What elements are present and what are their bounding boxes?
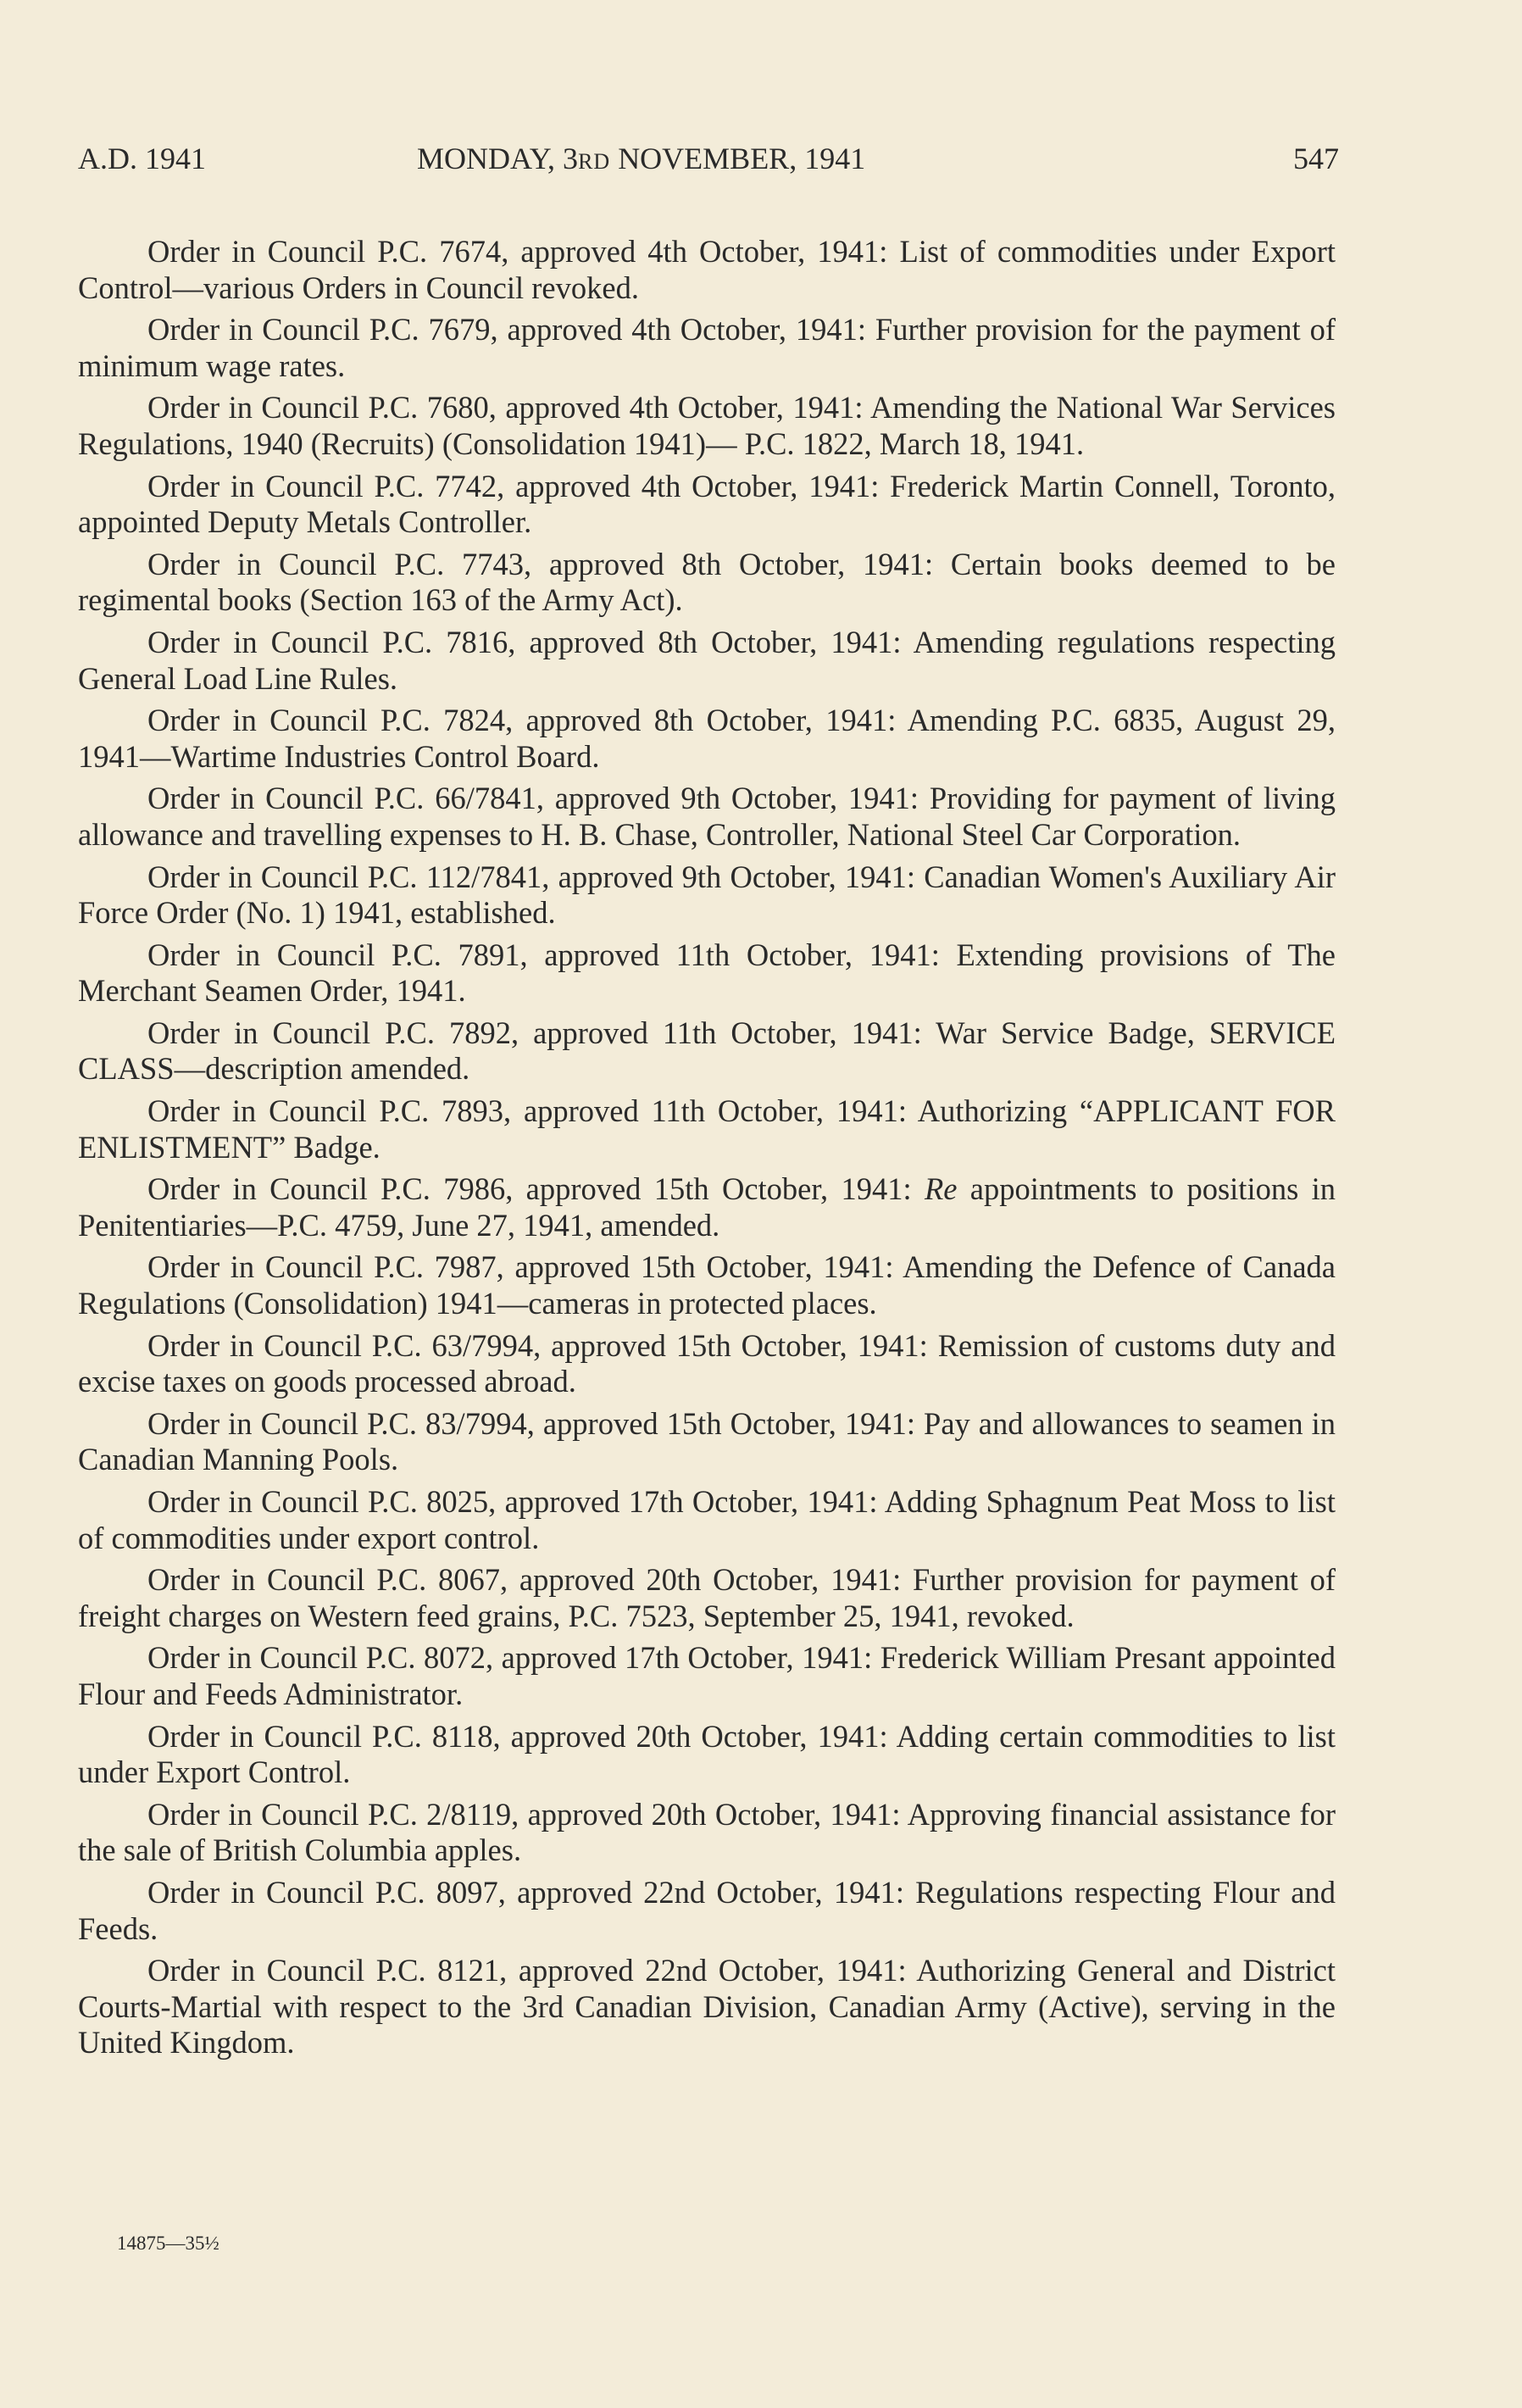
order-entry-7891: Order in Council P.C. 7891, approved 11th October, 1941: Extending provisions of The Merchant Seamen Order, 1941. [78, 937, 1336, 1009]
running-head [78, 136, 1339, 181]
order-entry-7824: Order in Council P.C. 7824, approved 8th October, 1941: Amending P.C. 6835, August 29, 1941—Wartime Industries Control Board. [78, 703, 1336, 774]
page-number: 547 [1293, 142, 1339, 175]
printer-signature: 14875—35½ [117, 2233, 219, 2254]
date-heading [417, 136, 865, 185]
date-heading-ordinal: RD [578, 149, 611, 174]
order-entry-8097: Order in Council P.C. 8097, approved 22nd October, 1941: Regulations respecting Flour and Feeds. [78, 1874, 1336, 1946]
order-entry-8118: Order in Council P.C. 8118, approved 20th October, 1941: Adding certain commodities to list under Export Control. [78, 1718, 1336, 1790]
order-entry-7892: Order in Council P.C. 7892, approved 11th October, 1941: War Service Badge, SERVICE CLASS—description amended. [78, 1015, 1336, 1087]
order-entry-7679: Order in Council P.C. 7679, approved 4th October, 1941: Further provision for the payment of minimum wage rates. [78, 312, 1336, 383]
order-entry-2-8119: Order in Council P.C. 2/8119, approved 20th October, 1941: Approving financial assistance for the sale of British Columbia apples. [78, 1796, 1336, 1868]
order-entry-7674: Order in Council P.C. 7674, approved 4th October, 1941: List of commodities under Export Control—various Orders in Council revoked. [78, 234, 1336, 305]
order-entry-7743: Order in Council P.C. 7743, approved 8th October, 1941: Certain books deemed to be regimental books (Section 163 of the Army Act). [78, 546, 1336, 618]
order-entry-8025: Order in Council P.C. 8025, approved 17th October, 1941: Adding Sphagnum Peat Moss to list of commodities under export control. [78, 1484, 1336, 1555]
orders-list [78, 234, 1336, 2067]
year-heading: A.D. 1941 [78, 142, 206, 175]
order-entry-7893: Order in Council P.C. 7893, approved 11th October, 1941: Authorizing “APPLICANT FOR ENLISTMENT” Badge. [78, 1093, 1336, 1165]
date-heading-prefix: MONDAY, 3 [417, 142, 579, 175]
order-entry-7986 [78, 1171, 1336, 1243]
order-entry-8067: Order in Council P.C. 8067, approved 20th October, 1941: Further provision for payment of freight charges on Western feed grains, P.C. 7523, September 25, 1941, revoked. [78, 1562, 1336, 1633]
order-entry-7986-end: appointments to positions in Penitentiaries—P.C. 4759, June 27, 1941, amended. [78, 1171, 1336, 1243]
order-entry-7816: Order in Council P.C. 7816, approved 8th October, 1941: Amending regulations respecting General Load Line Rules. [78, 624, 1336, 696]
order-entry-7986-start: Order in Council P.C. 7986, approved 15th October, 1941: [147, 1171, 925, 1207]
order-entry-7742: Order in Council P.C. 7742, approved 4th October, 1941: Frederick Martin Connell, Toronto, appointed Deputy Metals Controller. [78, 468, 1336, 540]
order-entry-63-7994: Order in Council P.C. 63/7994, approved 15th October, 1941: Remission of customs duty and excise taxes on goods processed abroad. [78, 1327, 1336, 1399]
order-entry-7680: Order in Council P.C. 7680, approved 4th October, 1941: Amending the National War Services Regulations, 1940 (Recruits) (Consolidation 1941)— P.C. 1822, March 18, 1941. [78, 390, 1336, 461]
order-entry-7986-italic: Re [924, 1171, 958, 1207]
order-entry-8121: Order in Council P.C. 8121, approved 22nd October, 1941: Authorizing General and District Courts-Martial with respect to the 3rd Canadian Division, Canadian Army (Active), serving in the United Kingdom. [78, 1953, 1336, 2060]
order-entry-66-7841: Order in Council P.C. 66/7841, approved 9th October, 1941: Providing for payment of living allowance and travelling expenses to H. B. Chase, Controller, National Steel Car Corporation. [78, 781, 1336, 852]
order-entry-83-7994: Order in Council P.C. 83/7994, approved 15th October, 1941: Pay and allowances to seamen in Canadian Manning Pools. [78, 1405, 1336, 1477]
order-entry-112-7841: Order in Council P.C. 112/7841, approved 9th October, 1941: Canadian Women's Auxiliary Air Force Order (No. 1) 1941, established. [78, 859, 1336, 931]
date-heading-suffix: NOVEMBER, 1941 [610, 142, 866, 175]
order-entry-8072: Order in Council P.C. 8072, approved 17th October, 1941: Frederick William Presant appointed Flour and Feeds Administrator. [78, 1640, 1336, 1711]
order-entry-7987: Order in Council P.C. 7987, approved 15th October, 1941: Amending the Defence of Canada Regulations (Consolidation) 1941—cameras in protected places. [78, 1249, 1336, 1321]
